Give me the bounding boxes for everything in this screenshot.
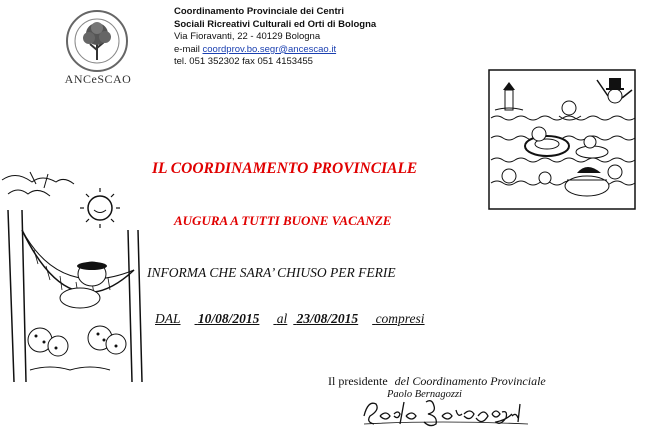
email-line — [174, 44, 376, 57]
address: Via Fioravanti, 22 - 40129 Bologna — [174, 31, 321, 43]
closure-info: INFORMA CHE SARA’ CHIUSO PER FERIE — [147, 265, 396, 280]
email-link[interactable]: coordprov.bo.segr@ancescao.it — [202, 43, 337, 55]
phone-fax: tel. 051 352302 fax 051 4153455 — [174, 56, 313, 68]
logo-text: ANCeSCAO — [64, 72, 132, 86]
ancescao-logo — [62, 8, 132, 74]
hammock-cartoon-illustration — [0, 170, 150, 382]
president-org: del Coordinamento Provinciale — [394, 374, 546, 388]
to-date: 23/08/2015 — [296, 311, 359, 326]
al-label: al — [276, 311, 288, 326]
president-role: Il presidente — [328, 374, 388, 388]
closure-dates — [155, 311, 425, 327]
dal-label: DAL — [155, 311, 181, 326]
president-line — [328, 374, 546, 389]
from-date: 10/08/2015 — [197, 311, 260, 326]
beach-cartoon-illustration — [487, 68, 637, 211]
wishes-line: AUGURA A TUTTI BUONE VACANZE — [174, 213, 392, 228]
email-label: e-mail — [174, 43, 200, 55]
org-name-line1: Coordinamento Provinciale dei Centri — [174, 6, 344, 17]
president-name: Paolo Bernagozzi — [387, 389, 462, 400]
title-coordinamento: IL COORDINAMENTO PROVINCIALE — [152, 160, 418, 177]
letterhead — [174, 6, 376, 69]
handwritten-signature — [360, 394, 530, 430]
org-name-line2: Sociali Ricreativi Culturali ed Orti di Bologna — [174, 18, 377, 30]
compresi-label: compresi — [375, 311, 425, 326]
